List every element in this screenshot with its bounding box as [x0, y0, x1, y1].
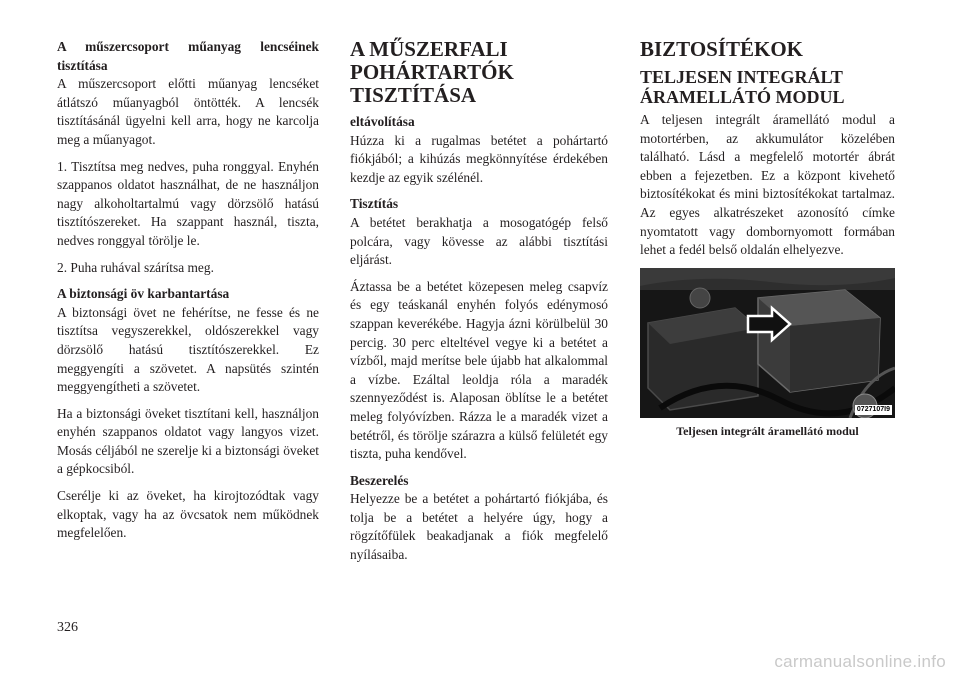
- figure-caption: Teljesen integrált áramellátó modul: [676, 423, 859, 438]
- lens-cleaning-text: A műszercsoport előtti műanyag lencséket átlátszó műanyagból öntötték. A lencsék tisztításánál ügyelni kell arra, hogy ne karcolja meg a műanyagot.: [57, 76, 319, 147]
- lens-cleaning-heading: A műszercsoport műanyag lencséinek tisztítása: [57, 39, 319, 73]
- removal-text: Húzza ki a rugalmas betétet a pohártartó fiókjából; a kihúzás megkönnyítése érdekében kezdje az egyik szélénél.: [350, 132, 608, 185]
- cleaning-text: A betétet berakhatja a mosogatógép felső polcára, vagy kövesse az alábbi tisztítási eljárást.: [350, 214, 608, 268]
- cupholder-section-title: A MŰSZERFALI POHÁRTARTÓK TISZTÍTÁSA: [350, 37, 514, 107]
- step-2: 2. Puha ruhával szárítsa meg.: [57, 259, 214, 275]
- power-module-text: A teljesen integrált áramellátó modul a motortérben, az akkumulátor közelében található. Lásd a megfelelő motortér ábrát ebben a fejezetben. Ez a központ kivehető biztosítékokat és mini biztosítékokat tartalmaz. Az egyes alkatrészeket azonosító címke nyomtatott vagy dombornyomott formában lehet a fedél belső oldalán elhelyezve.: [640, 112, 895, 258]
- power-module-subtitle: TELJESEN INTEGRÁLT ÁRAMELLÁTÓ MODUL: [640, 67, 845, 107]
- right-column: [640, 38, 895, 438]
- cleaning-heading: Tisztítás: [350, 196, 399, 212]
- middle-column: [350, 38, 608, 565]
- seatbelt-heading: A biztonsági öv karbantartása: [57, 286, 230, 302]
- engine-bay-figure: [640, 268, 895, 418]
- fuses-section-title: BIZTOSÍTÉKOK: [640, 37, 804, 61]
- seatbelt-text: A biztonsági övet ne fehérítse, ne fesse és ne tisztítsa vegyszerekkel, oldószerekkel vagy dörzsölő hatású tisztítószerekkel. Ez meggyengíti a szövetet. A napsütés szintén meggyengítheti a szövetet.: [57, 304, 319, 395]
- install-text: Helyezze be a betétet a pohártartó fiókjába, és tolja be a betétet a helyére úgy, hogy a rögzítőfülek beakadjanak a fiók megfelelő nyílásaiba.: [350, 491, 608, 563]
- removal-heading: eltávolítása: [350, 114, 415, 129]
- seatbelt-text-3: Cserélje ki az öveket, ha kirojtozódtak vagy elkoptak, vagy ha az övcsatok nem működnek megfelelően.: [57, 488, 319, 541]
- left-column: [57, 38, 319, 543]
- figure-code: 0727107I9: [856, 405, 890, 413]
- page-number: 326: [57, 620, 78, 635]
- cleaning-text-2: Áztassa be a betétet közepesen meleg csapvíz és egy teáskanál enyhén folyós edénymosó szappan keverékébe. Hagyja ázni körülbelül 30 percig. 30 perc elteltével vegye ki a betétet a vízből, majd merítse bele újabb hat alkalommal a vízbe. Ezáltal leoldja róla a maradék szennyeződést is. Alaposan öblítse le a betétet meleg folyóvízben. Rázza le a maradék vizet a betétről, és törölje szárazra a külső felületét egy tiszta, puha kendővel.: [350, 278, 608, 462]
- watermark: carmanualsonline.info: [774, 652, 946, 671]
- seatbelt-text-2: Ha a biztonsági öveket tisztítani kell, használjon enyhén szappanos oldatot vagy langyos vizet. Mosás céljából ne szerelje ki a biztonsági öveket a gépkocsiból.: [57, 405, 319, 477]
- install-heading: Beszerelés: [350, 472, 409, 488]
- step-1: 1. Tisztítsa meg nedves, puha ronggyal. Enyhén szappanos oldatot használhat, de ne használjon nagy alkoholtartalmú vagy dörzsölő hatású tisztítószereket. Ha szappant használ, tiszta, nedves ronggyal törölje le.: [57, 158, 319, 248]
- engine-bay-illustration: [640, 268, 895, 418]
